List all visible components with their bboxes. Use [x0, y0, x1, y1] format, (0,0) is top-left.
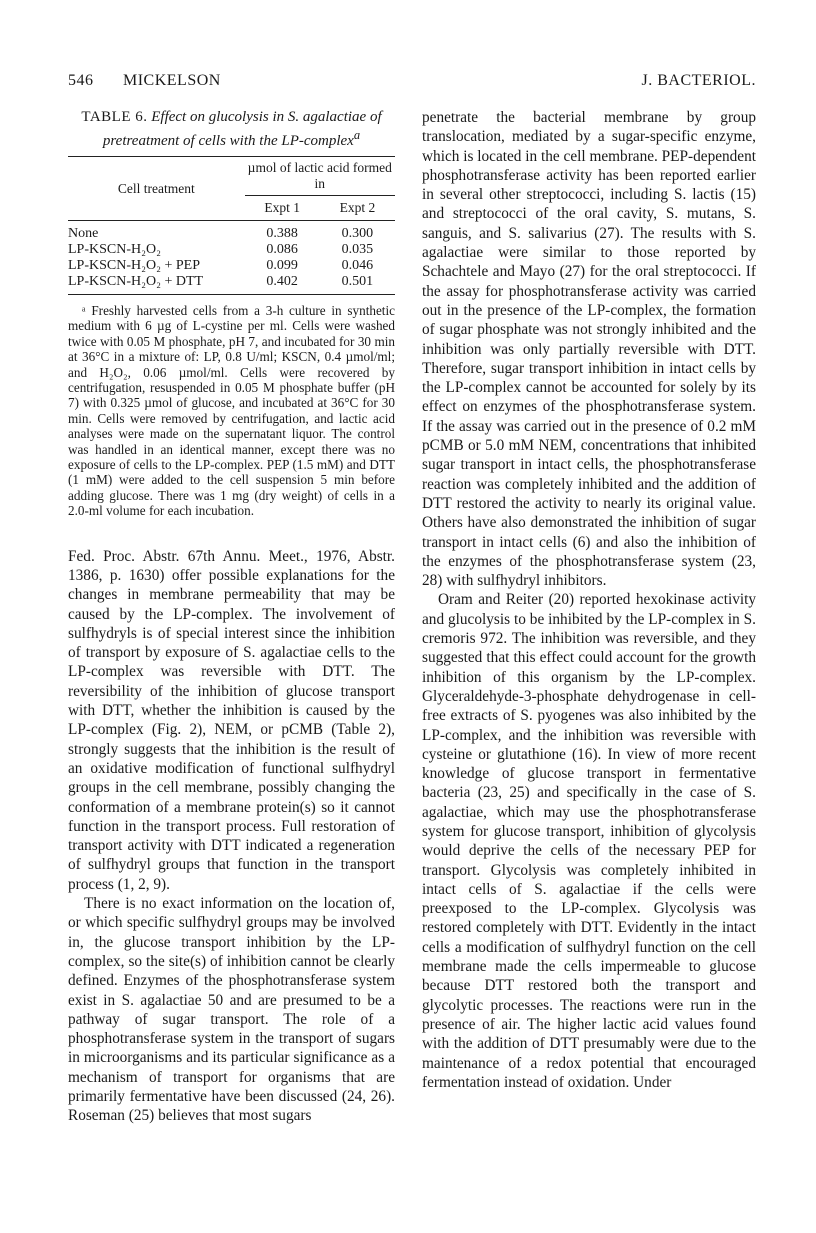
body-paragraph: There is no exact information on the location of, or which specific sulfhydryl groups may be involved in, the glucose transport inhibition by the LP-complex, so the site(s) of inhibition cannot be clearly defined. Enzymes of the phosphotransferase system exist in S. agalactiae 50 and are presumed to be a pathway of sugar transport. The role of a phosphotransferase system in the transport of sugars in microorganisms and its particular significance as a mechanism of transport for organisms that are primarily fermentative have been discussed (24, 26). Roseman (25) believes that most sugars [68, 895, 395, 1125]
table-row [68, 242, 395, 258]
right-column [422, 108, 756, 1092]
cell-expt1: 0.099 [266, 258, 298, 273]
header-cell-expt1: Expt 1 [245, 196, 320, 221]
left-column [68, 108, 395, 1126]
cell-expt2: 0.046 [341, 258, 374, 273]
running-head-journal: J. BACTERIOL. [641, 72, 756, 89]
cell-expt1: 0.402 [245, 274, 320, 295]
table-label: TABLE 6. [81, 109, 148, 125]
header-cell-group: µmol of lactic acid formed in [245, 157, 395, 196]
cell-treatment: LP-KSCN-H₂O₂ [68, 242, 161, 257]
table-caption-text: Effect on glucolysis in S. agalactiae of pretreatment of cells with the LP-complex [102, 109, 382, 149]
running-head-author: MICKELSON [123, 72, 221, 89]
cell-expt2: 0.300 [341, 226, 374, 241]
table-footnote: ᵃ Freshly harvested cells from a 3-h culture in synthetic medium with 6 µg of L-cystine per ml. Cells were washed twice with 0.05 M phosphate, pH 7, and incubated for 30 min at 36°C in a mixture of: LP, 0.8 U/ml; KSCN, 0.4 µmol/ml; and H₂O₂, 0.06 µmol/ml. Cells were recovered by centrifugation, resuspended in 0.05 M phosphate buffer (pH 7) with 0.325 µmol of glucose, and incubated at 36°C for 30 min. Cells were removed by centrifugation, and lactic acid analyses were made on the supernatant liquor. The control was handled in an identical manner, except there was no exposure of cells to the LP-complex. PEP (1.5 mM) and DTT (1 mM) were added to the cell suspension 5 min before adding glucose. There was 1 mg (dry weight) of cells in a 2.0-ml volume for each incubation. [68, 303, 395, 519]
cell-treatment: LP-KSCN-H₂O₂ + PEP [68, 258, 201, 273]
table-row [68, 258, 395, 274]
cell-treatment: None [68, 226, 99, 241]
page-header [68, 72, 756, 96]
cell-expt2: 0.501 [320, 274, 395, 295]
table-caption [68, 108, 395, 150]
table-row [68, 226, 395, 242]
body-paragraph: Fed. Proc. Abstr. 67th Annu. Meet., 1976, Abstr. 1386, p. 1630) offer possible explanations for the changes in membrane permeability that may be caused by the LP-complex. The involvement of sulfhydryls is of special interest since the inhibition of transport by exposure of S. agalactiae cells to the LP-complex was reversible with DTT. The reversibility of the inhibition of glucose transport with DTT, whether the inhibition is caused by the LP-complex (Fig. 2), NEM, or pCMB (Table 2), strongly suggests that the inhibition is the result of an oxidative modification of functional sulfhydryl groups in the cell membrane, possibly changing the conformation of a membrane protein(s) so it cannot function in the transport process. Full restoration of transport activity with DTT indicated a regeneration of sulfhydryl groups that function in the transport process (1, 2, 9). [68, 547, 395, 893]
table-caption-footnote-mark: a [353, 128, 361, 142]
header-cell-treatment: Cell treatment [68, 157, 245, 221]
cell-expt1: 0.086 [266, 242, 298, 257]
header-cell-expt2: Expt 2 [320, 196, 395, 221]
body-paragraph: penetrate the bacterial membrane by group translocation, mediated by a sugar-specific enzyme, which is located in the cell membrane. PEP-dependent phosphotransferase activity has been reported earlier in several other streptococci, including S. lactis (15) and streptococci of the oral cavity, S. mutans, S. sanguis, and S. salivarius (27). The results with S. agalactiae were similar to those reported by Schachtele and Mayo (27) for the oral streptococci. If the assay for phosphotransferase activity was carried out in the presence of the LP-complex, the formation of sugar phosphate was not strongly inhibited and the inhibition was only partially reversible with DTT. Therefore, sugar transport inhibition in intact cells by the LP-complex cannot be accounted for solely by its effect on enzymes of the phosphotransferase system. If the assay was carried out in the presence of 0.2 mM pCMB or 5.0 mM NEM, concentrations that inhibited sugar transport in intact cells, the phosphotransferase reaction was completely inhibited and the addition of DTT restored the activity to nearly its original value. Others have also demonstrated the inhibition of sugar transport in intact cells (6) and also the inhibition of the enzymes of the phosphotransferase system (23, 28) with sulfhydryl inhibitors. [422, 109, 756, 590]
cell-treatment: LP-KSCN-H₂O₂ + DTT [68, 274, 245, 295]
cell-expt1: 0.388 [266, 226, 298, 241]
body-paragraph: Oram and Reiter (20) reported hexokinase activity and glucolysis to be inhibited by the LP-complex in S. cremoris 972. The inhibition was reversible, and they suggested that this effect could account for the growth inhibition of this organism by the LP-complex. Glyceraldehyde-3-phosphate dehydrogenase in cell-free extracts of S. pyogenes was also inhibited by the LP-complex, and the inhibition was reversible with cysteine or glutathione (16). In view of more recent knowledge of glucose transport in fermentative bacteria (23, 25) and specifically in the case of S. agalactiae, which may use the phosphotransferase system for glucose transport, inhibition of glycolysis would deprive the cells of the necessary PEP for transport. Glycolysis was completely inhibited in intact cells of S. agalactiae if the cells were preexposed to the LP-complex. Glycolysis was restored completely with DTT. Evidently in the intact cells a modification of sulfhydryl function on the cell membrane made the cells impermeable to glucose because DTT restored both the transport and glycolytic processes. The reactions were run in the presence of air. The higher lactic acid values found with the addition of DTT presumably were due to the maintenance of a redox potential that encouraged fermentation instead of oxidation. Under [422, 591, 756, 1091]
data-table [68, 156, 395, 295]
table-row [68, 274, 395, 295]
cell-expt2: 0.035 [341, 242, 374, 257]
page-number: 546 [68, 72, 94, 89]
